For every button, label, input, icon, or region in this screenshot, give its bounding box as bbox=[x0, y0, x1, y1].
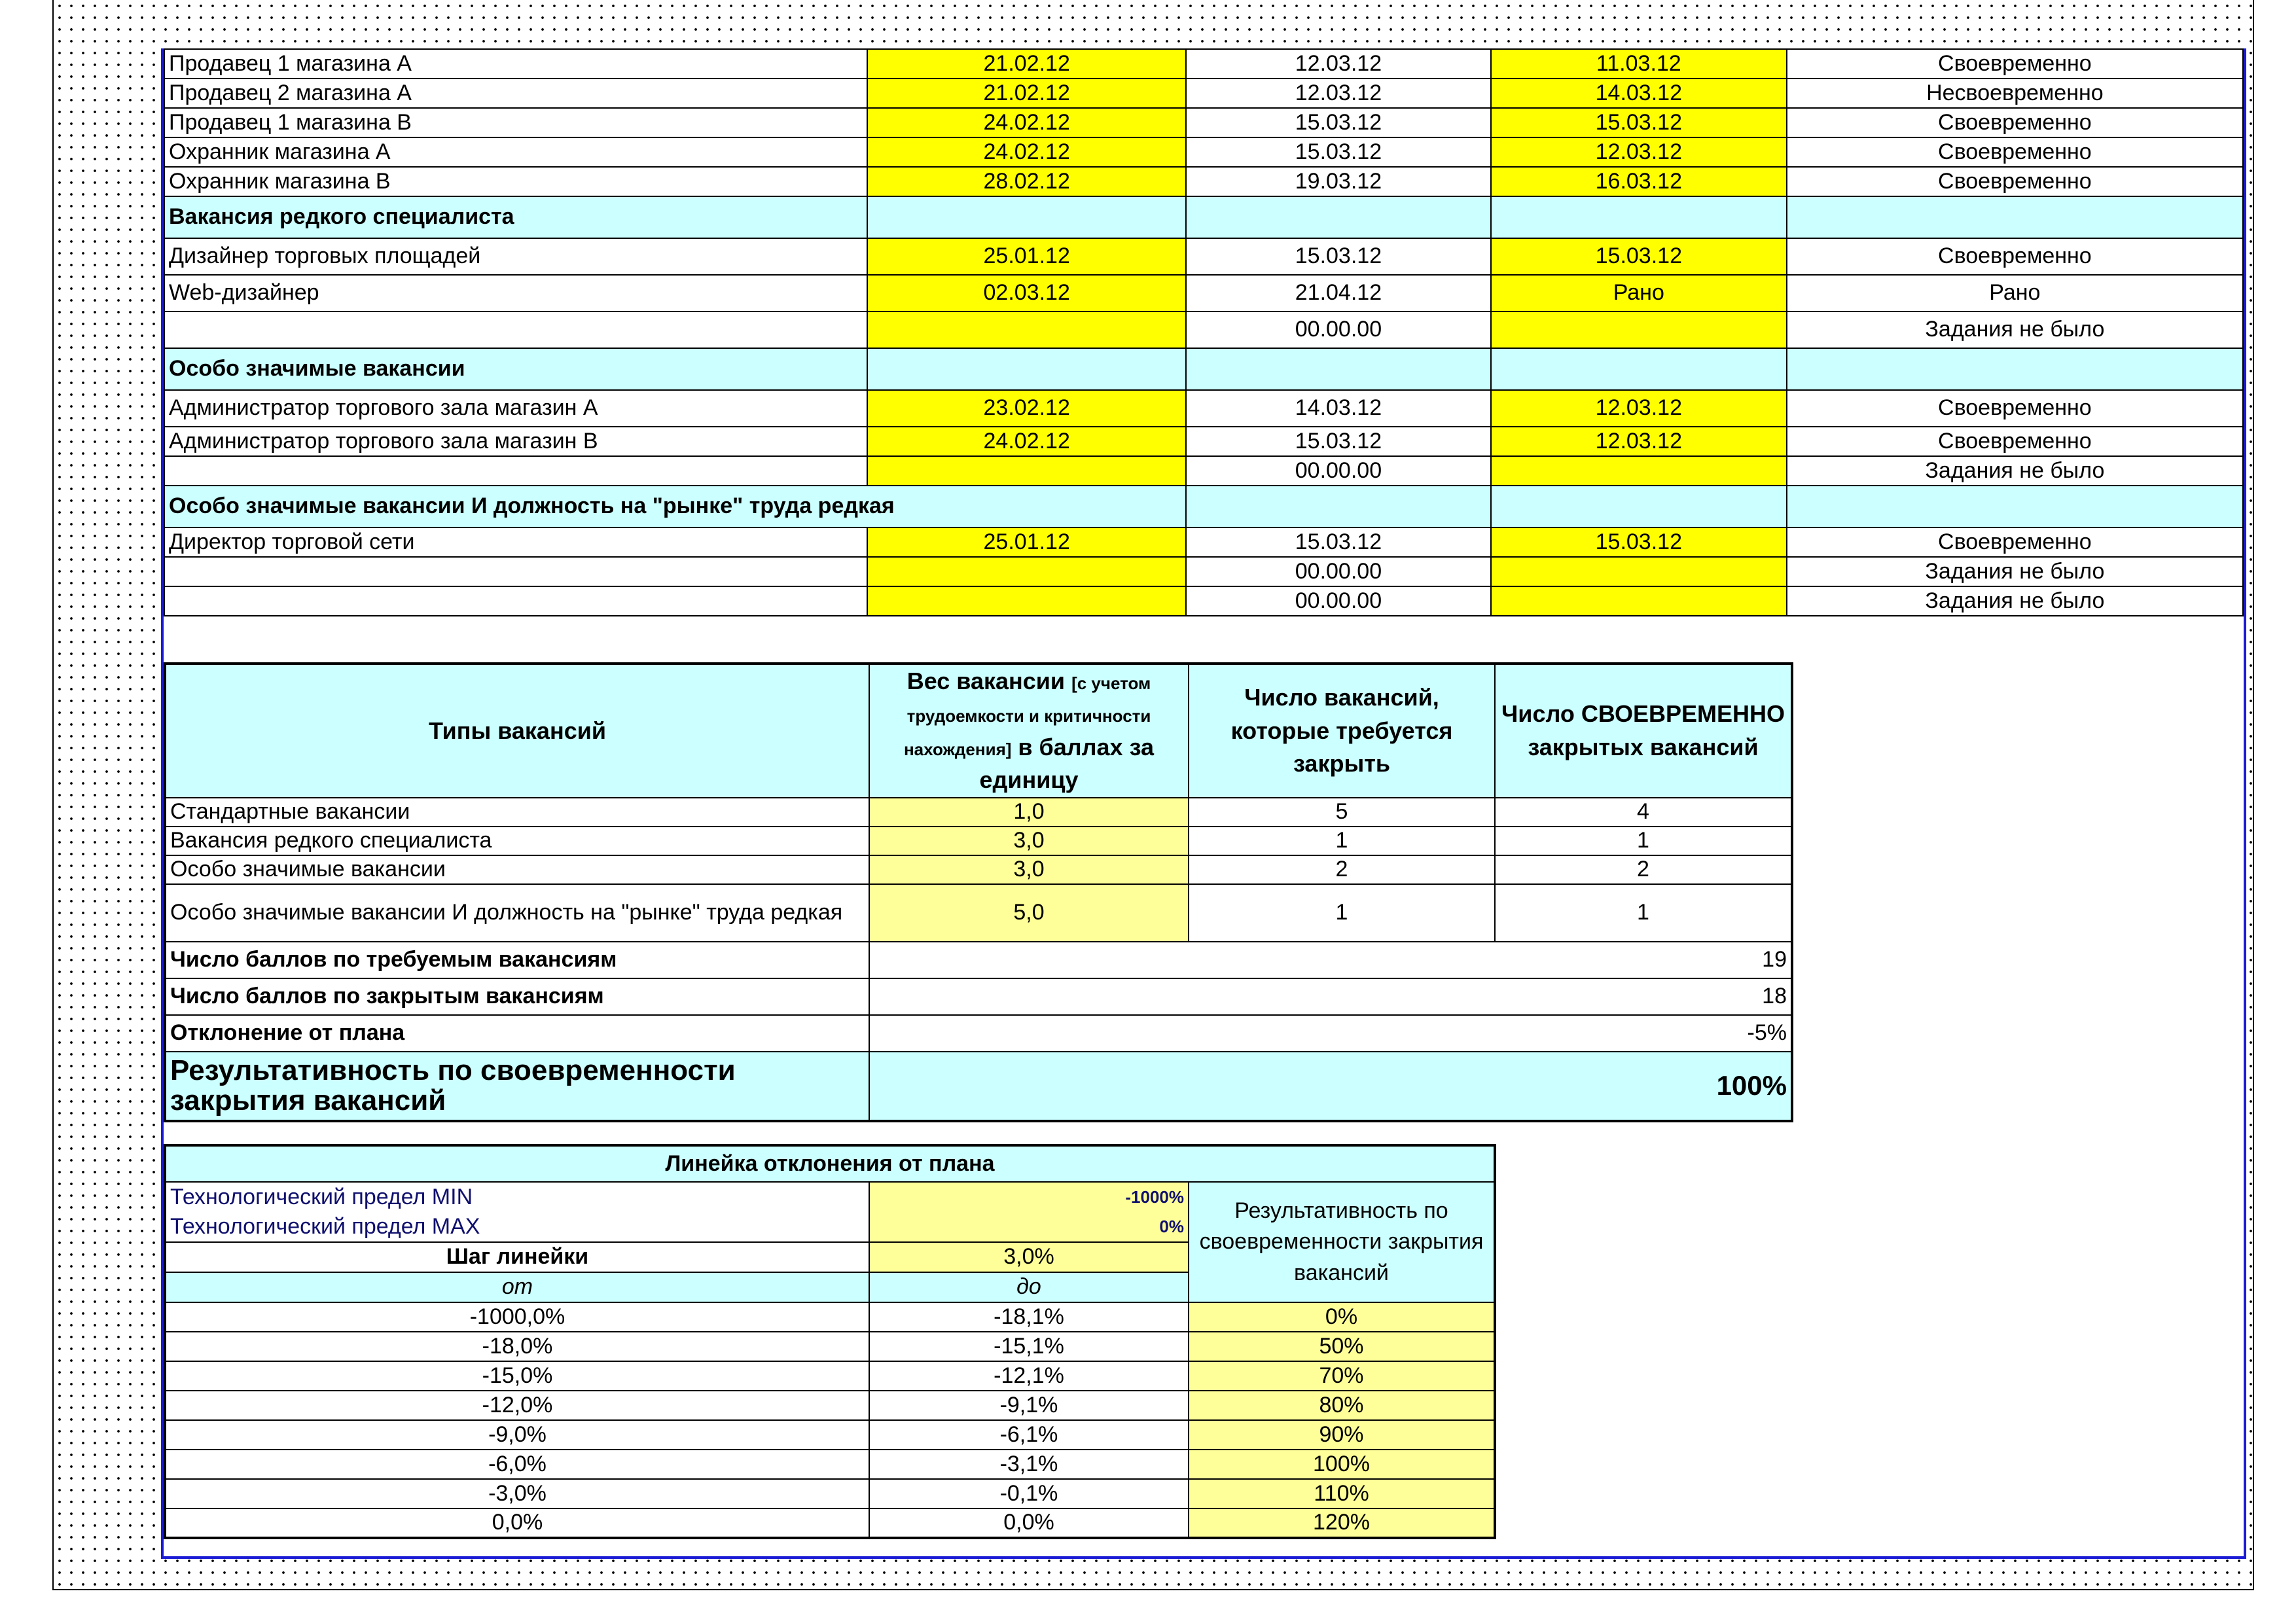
summary-required: 2 bbox=[1189, 855, 1495, 884]
section-empty-cell bbox=[1186, 486, 1491, 527]
scale-result: 50% bbox=[1189, 1332, 1495, 1361]
status-cell: Задания не было bbox=[1787, 456, 2243, 486]
vacancy-name: Дизайнер торговых площадей bbox=[164, 238, 867, 275]
status-cell: Своевременно bbox=[1787, 167, 2243, 196]
deadline-date: 15.03.12 bbox=[1186, 137, 1491, 167]
scale-result: 80% bbox=[1189, 1391, 1495, 1420]
section-row bbox=[164, 486, 2243, 527]
open-date: 24.02.12 bbox=[867, 137, 1186, 167]
section-row bbox=[164, 348, 2243, 390]
summary-weight: 5,0 bbox=[869, 884, 1189, 942]
vacancies-table-body bbox=[164, 49, 2243, 616]
summary-required: 1 bbox=[1189, 884, 1495, 942]
close-date: 14.03.12 bbox=[1491, 79, 1787, 108]
scale-result-header: Результативность по своевременности закрытия вакансий bbox=[1189, 1182, 1495, 1302]
open-date: 02.03.12 bbox=[867, 275, 1186, 312]
header-required-count: Число вакансий, которые требуется закрыть bbox=[1189, 664, 1495, 798]
status-cell: Задания не было bbox=[1787, 586, 2243, 616]
scale-from: 0,0% bbox=[165, 1508, 869, 1538]
scale-row bbox=[165, 1450, 1495, 1479]
deadline-date: 14.03.12 bbox=[1186, 390, 1491, 427]
scale-from: -15,0% bbox=[165, 1361, 869, 1391]
vacancy-name bbox=[164, 557, 867, 586]
vacancy-row bbox=[164, 527, 2243, 557]
scale-to-header: до bbox=[869, 1272, 1189, 1302]
vacancy-name: Продавец 1 магазина В bbox=[164, 108, 867, 137]
scale-to: 0,0% bbox=[869, 1508, 1189, 1538]
deadline-date: 15.03.12 bbox=[1186, 427, 1491, 456]
deadline-date: 00.00.00 bbox=[1186, 312, 1491, 348]
scale-result: 110% bbox=[1189, 1479, 1495, 1508]
vacancy-name: Директор торговой сети bbox=[164, 527, 867, 557]
close-date bbox=[1491, 456, 1787, 486]
scale-rows bbox=[165, 1302, 1495, 1538]
vacancy-row bbox=[164, 108, 2243, 137]
vacancy-row bbox=[164, 275, 2243, 312]
status-cell: Своевременно bbox=[1787, 527, 2243, 557]
scale-from: -18,0% bbox=[165, 1332, 869, 1361]
scale-to: -18,1% bbox=[869, 1302, 1189, 1332]
scale-row bbox=[165, 1391, 1495, 1420]
scale-row bbox=[165, 1361, 1495, 1391]
close-date: Рано bbox=[1491, 275, 1787, 312]
section-row bbox=[164, 196, 2243, 238]
deadline-date: 19.03.12 bbox=[1186, 167, 1491, 196]
status-cell: Своевременно bbox=[1787, 238, 2243, 275]
vacancy-name: Продавец 1 магазина А bbox=[164, 49, 867, 79]
deviation-label: Отклонение от плана bbox=[165, 1015, 869, 1052]
header-vacancy-weight: Вес вакансии [с учетом трудоемкости и критичности нахождения] в баллах за единицу bbox=[869, 664, 1189, 798]
scale-to: -3,1% bbox=[869, 1450, 1189, 1479]
scale-result: 100% bbox=[1189, 1450, 1495, 1479]
vacancy-row bbox=[164, 557, 2243, 586]
vacancy-name bbox=[164, 312, 867, 348]
section-empty-cell bbox=[1491, 486, 1787, 527]
closed-points-row bbox=[165, 978, 1792, 1015]
summary-type-name: Стандартные вакансии bbox=[165, 798, 869, 827]
vacancy-name: Охранник магазина А bbox=[164, 137, 867, 167]
summary-row bbox=[165, 827, 1792, 855]
deviation-row bbox=[165, 1015, 1792, 1052]
summary-header-row bbox=[165, 664, 1792, 798]
summary-weight: 3,0 bbox=[869, 855, 1189, 884]
section-empty-cell bbox=[1787, 348, 2243, 390]
status-cell: Своевременно bbox=[1787, 108, 2243, 137]
open-date: 23.02.12 bbox=[867, 390, 1186, 427]
vacancy-name: Администратор торгового зала магазин В bbox=[164, 427, 867, 456]
section-empty-cell bbox=[1787, 486, 2243, 527]
status-cell: Рано bbox=[1787, 275, 2243, 312]
vacancies-table bbox=[164, 48, 2244, 616]
section-empty-cell bbox=[1186, 348, 1491, 390]
summary-closed: 1 bbox=[1495, 884, 1792, 942]
open-date bbox=[867, 557, 1186, 586]
scale-from-header: от bbox=[165, 1272, 869, 1302]
deadline-date: 00.00.00 bbox=[1186, 456, 1491, 486]
scale-min-row bbox=[165, 1182, 1495, 1212]
close-date: 12.03.12 bbox=[1491, 390, 1787, 427]
deadline-date: 12.03.12 bbox=[1186, 79, 1491, 108]
scale-step-label: Шаг линейки bbox=[165, 1242, 869, 1272]
scale-row bbox=[165, 1508, 1495, 1538]
required-points-row bbox=[165, 942, 1792, 978]
vacancy-row bbox=[164, 238, 2243, 275]
scale-result: 70% bbox=[1189, 1361, 1495, 1391]
tech-max-value: 0% bbox=[869, 1212, 1189, 1242]
open-date bbox=[867, 586, 1186, 616]
section-empty-cell bbox=[867, 196, 1186, 238]
summary-row bbox=[165, 855, 1792, 884]
scale-row bbox=[165, 1332, 1495, 1361]
scale-row bbox=[165, 1420, 1495, 1450]
section-empty-cell bbox=[1491, 196, 1787, 238]
scale-title-row bbox=[165, 1145, 1495, 1182]
vacancy-row bbox=[164, 390, 2243, 427]
close-date: 12.03.12 bbox=[1491, 137, 1787, 167]
vacancy-name: Администратор торгового зала магазин А bbox=[164, 390, 867, 427]
scale-row bbox=[165, 1302, 1495, 1332]
vacancy-name bbox=[164, 456, 867, 486]
deadline-date: 00.00.00 bbox=[1186, 557, 1491, 586]
open-date: 21.02.12 bbox=[867, 79, 1186, 108]
deviation-value: -5% bbox=[869, 1015, 1792, 1052]
status-cell: Задания не было bbox=[1787, 312, 2243, 348]
spreadsheet-area bbox=[161, 48, 2246, 1559]
scale-from: -6,0% bbox=[165, 1450, 869, 1479]
closed-points-value: 18 bbox=[869, 978, 1792, 1015]
required-points-label: Число баллов по требуемым вакансиям bbox=[165, 942, 869, 978]
summary-row bbox=[165, 884, 1792, 942]
close-date: 15.03.12 bbox=[1491, 527, 1787, 557]
close-date: 15.03.12 bbox=[1491, 108, 1787, 137]
required-points-value: 19 bbox=[869, 942, 1792, 978]
result-value: 100% bbox=[869, 1052, 1792, 1121]
deadline-date: 21.04.12 bbox=[1186, 275, 1491, 312]
close-date bbox=[1491, 586, 1787, 616]
close-date: 16.03.12 bbox=[1491, 167, 1787, 196]
scale-to: -9,1% bbox=[869, 1391, 1189, 1420]
deadline-date: 00.00.00 bbox=[1186, 586, 1491, 616]
scale-from: -3,0% bbox=[165, 1479, 869, 1508]
vacancy-row bbox=[164, 49, 2243, 79]
vacancy-row bbox=[164, 427, 2243, 456]
scale-row bbox=[165, 1479, 1495, 1508]
scale-from: -12,0% bbox=[165, 1391, 869, 1420]
status-cell: Своевременно bbox=[1787, 390, 2243, 427]
tech-min-value: -1000% bbox=[869, 1182, 1189, 1212]
status-cell: Несвоевременно bbox=[1787, 79, 2243, 108]
deviation-scale-table bbox=[164, 1144, 1496, 1539]
scale-to: -0,1% bbox=[869, 1479, 1189, 1508]
vacancy-row bbox=[164, 167, 2243, 196]
tech-max-label: Технологический предел MAX bbox=[165, 1212, 869, 1242]
deadline-date: 12.03.12 bbox=[1186, 49, 1491, 79]
vacancy-name bbox=[164, 586, 867, 616]
vacancy-name: Web-дизайнер bbox=[164, 275, 867, 312]
status-cell: Своевременно bbox=[1787, 137, 2243, 167]
summary-weight: 1,0 bbox=[869, 798, 1189, 827]
vacancy-name: Продавец 2 магазина А bbox=[164, 79, 867, 108]
open-date: 28.02.12 bbox=[867, 167, 1186, 196]
section-title: Особо значимые вакансии И должность на "рынке" труда редкая bbox=[164, 486, 1186, 527]
result-row bbox=[165, 1052, 1792, 1121]
open-date bbox=[867, 456, 1186, 486]
close-date bbox=[1491, 557, 1787, 586]
scale-to: -15,1% bbox=[869, 1332, 1189, 1361]
scale-result: 90% bbox=[1189, 1420, 1495, 1450]
scale-to: -6,1% bbox=[869, 1420, 1189, 1450]
open-date: 24.02.12 bbox=[867, 108, 1186, 137]
open-date: 21.02.12 bbox=[867, 49, 1186, 79]
section-empty-cell bbox=[1491, 348, 1787, 390]
section-title: Вакансия редкого специалиста bbox=[164, 196, 867, 238]
summary-row bbox=[165, 798, 1792, 827]
scale-result: 0% bbox=[1189, 1302, 1495, 1332]
summary-required: 5 bbox=[1189, 798, 1495, 827]
summary-type-name: Особо значимые вакансии bbox=[165, 855, 869, 884]
vacancy-row bbox=[164, 312, 2243, 348]
scale-step-value: 3,0% bbox=[869, 1242, 1189, 1272]
summary-weight: 3,0 bbox=[869, 827, 1189, 855]
scale-result: 120% bbox=[1189, 1508, 1495, 1538]
section-empty-cell bbox=[1186, 196, 1491, 238]
deadline-date: 15.03.12 bbox=[1186, 238, 1491, 275]
result-label: Результативность по своевременности закрытия вакансий bbox=[165, 1052, 869, 1121]
header-vacancy-types: Типы вакансий bbox=[165, 664, 869, 798]
deadline-date: 15.03.12 bbox=[1186, 527, 1491, 557]
vacancy-row bbox=[164, 586, 2243, 616]
status-cell: Своевременно bbox=[1787, 427, 2243, 456]
vacancy-name: Охранник магазина В bbox=[164, 167, 867, 196]
summary-type-name: Особо значимые вакансии И должность на "рынке" труда редкая bbox=[165, 884, 869, 942]
summary-closed: 1 bbox=[1495, 827, 1792, 855]
tech-min-label: Технологический предел MIN bbox=[165, 1182, 869, 1212]
close-date bbox=[1491, 312, 1787, 348]
summary-closed: 4 bbox=[1495, 798, 1792, 827]
vacancy-row bbox=[164, 456, 2243, 486]
summary-rows bbox=[165, 798, 1792, 942]
open-date: 25.01.12 bbox=[867, 527, 1186, 557]
scale-title: Линейка отклонения от плана bbox=[165, 1145, 1495, 1182]
vacancy-row bbox=[164, 137, 2243, 167]
close-date: 12.03.12 bbox=[1491, 427, 1787, 456]
scale-from: -9,0% bbox=[165, 1420, 869, 1450]
status-cell: Задания не было bbox=[1787, 557, 2243, 586]
summary-type-name: Вакансия редкого специалиста bbox=[165, 827, 869, 855]
close-date: 15.03.12 bbox=[1491, 238, 1787, 275]
status-cell: Своевременно bbox=[1787, 49, 2243, 79]
page-frame bbox=[52, 0, 2254, 1590]
open-date: 25.01.12 bbox=[867, 238, 1186, 275]
deadline-date: 15.03.12 bbox=[1186, 108, 1491, 137]
section-empty-cell bbox=[867, 348, 1186, 390]
open-date bbox=[867, 312, 1186, 348]
open-date: 24.02.12 bbox=[867, 427, 1186, 456]
header-closed-count: Число СВОЕВРЕМЕННО закрытых вакансий bbox=[1495, 664, 1792, 798]
summary-closed: 2 bbox=[1495, 855, 1792, 884]
summary-required: 1 bbox=[1189, 827, 1495, 855]
close-date: 11.03.12 bbox=[1491, 49, 1787, 79]
section-empty-cell bbox=[1787, 196, 2243, 238]
summary-table bbox=[164, 662, 1793, 1122]
closed-points-label: Число баллов по закрытым вакансиям bbox=[165, 978, 869, 1015]
vacancy-row bbox=[164, 79, 2243, 108]
scale-from: -1000,0% bbox=[165, 1302, 869, 1332]
scale-to: -12,1% bbox=[869, 1361, 1189, 1391]
section-title: Особо значимые вакансии bbox=[164, 348, 867, 390]
